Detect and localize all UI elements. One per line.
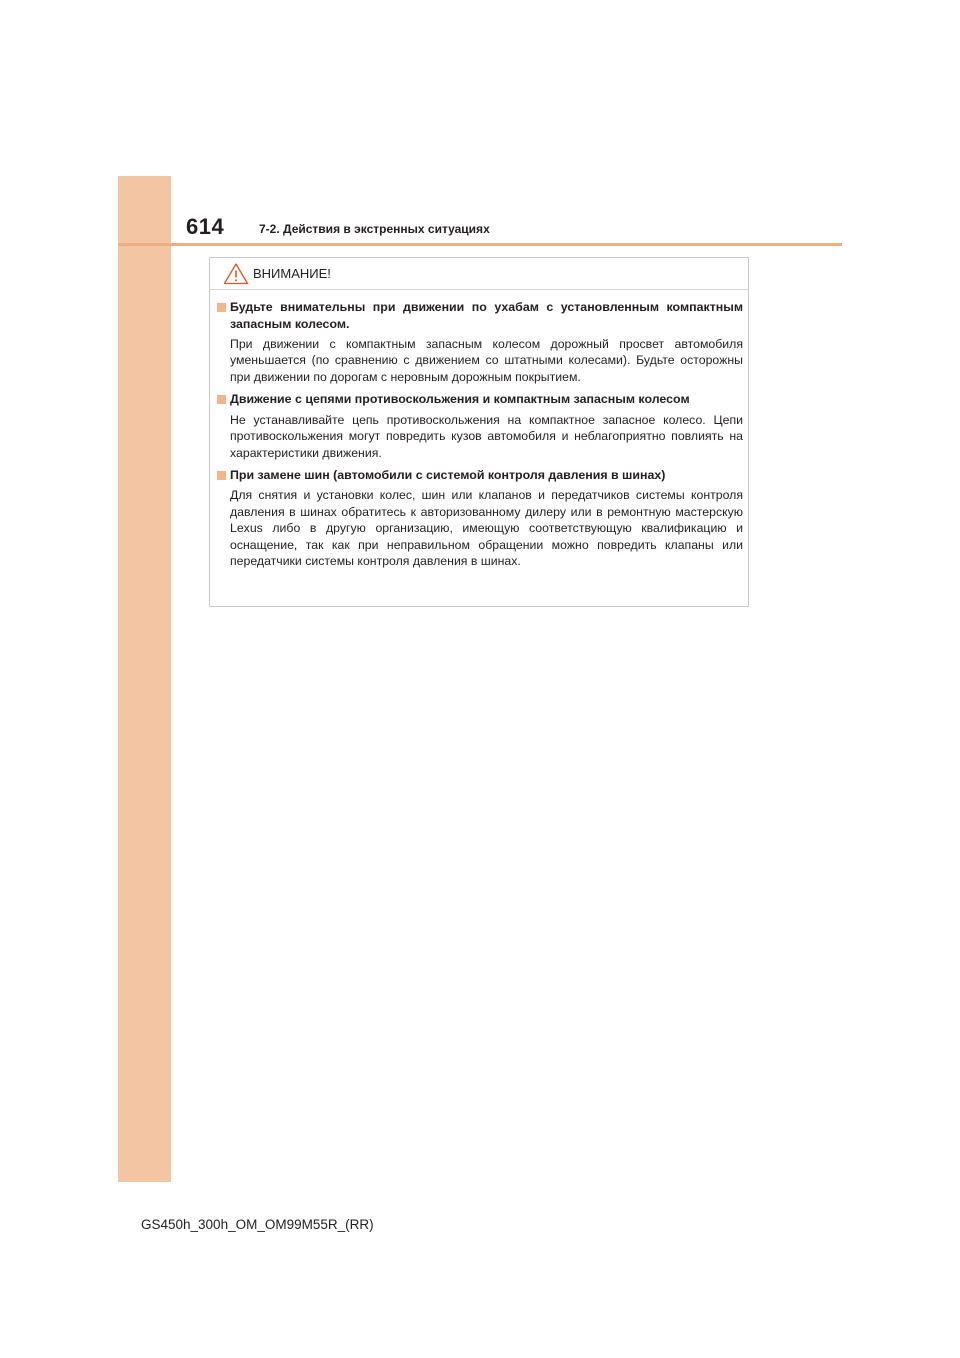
caution-body bbox=[217, 299, 743, 575]
caution-item-heading bbox=[217, 391, 743, 408]
caution-item-text: Для снятия и установки колес, шин или клапанов и передатчиков системы контроля давления в шинах обратитесь к авторизованному дилеру или в ремонтную мастерскую Lexus либо в другую организацию, имеющую соответствующую квалификацию и оснащение, так как при неправильном обращении можно повредить клапаны или передатчики системы контроля давления в шинах. bbox=[230, 488, 743, 569]
square-bullet-icon bbox=[217, 395, 226, 404]
chapter-side-band bbox=[118, 176, 171, 1182]
caution-item bbox=[217, 467, 743, 570]
section-title: 7-2. Действия в экстренных ситуациях bbox=[259, 222, 490, 236]
caution-box bbox=[209, 257, 749, 607]
caution-item-text: Не устанавливайте цепь противоскольжения на компактное запасное колесо. Цепи противоскольжения могут повредить кузов автомобиля и неблагоприятно повлиять на характеристики движения. bbox=[230, 412, 743, 460]
header-divider bbox=[118, 243, 842, 246]
caution-label: ВНИМАНИЕ! bbox=[253, 266, 331, 281]
caution-item-heading bbox=[217, 299, 743, 332]
caution-item bbox=[217, 299, 743, 385]
caution-item-heading-text: Движение с цепями противоскольжения и компактным запасным колесом bbox=[230, 392, 690, 407]
caution-item-heading bbox=[217, 467, 743, 484]
document-code: GS450h_300h_OM_OM99M55R_(RR) bbox=[141, 1217, 374, 1232]
caution-item-heading-text: Будьте внимательны при движении по ухабам с установленным компактным запасным колесом. bbox=[230, 300, 743, 331]
square-bullet-icon bbox=[217, 471, 226, 480]
warning-triangle-icon bbox=[223, 262, 249, 285]
caution-item-text: При движении с компактным запасным колесом дорожный просвет автомобиля уменьшается (по сравнению с движением со штатными колесами). Будьте осторожны при движении по дорогам с неровным дорожным покрытием. bbox=[230, 337, 743, 384]
caution-item bbox=[217, 391, 743, 461]
square-bullet-icon bbox=[217, 303, 226, 312]
caution-header bbox=[210, 258, 748, 290]
caution-item-heading-text: При замене шин (автомобили с системой контроля давления в шинах) bbox=[230, 467, 666, 482]
page-number: 614 bbox=[186, 214, 225, 239]
